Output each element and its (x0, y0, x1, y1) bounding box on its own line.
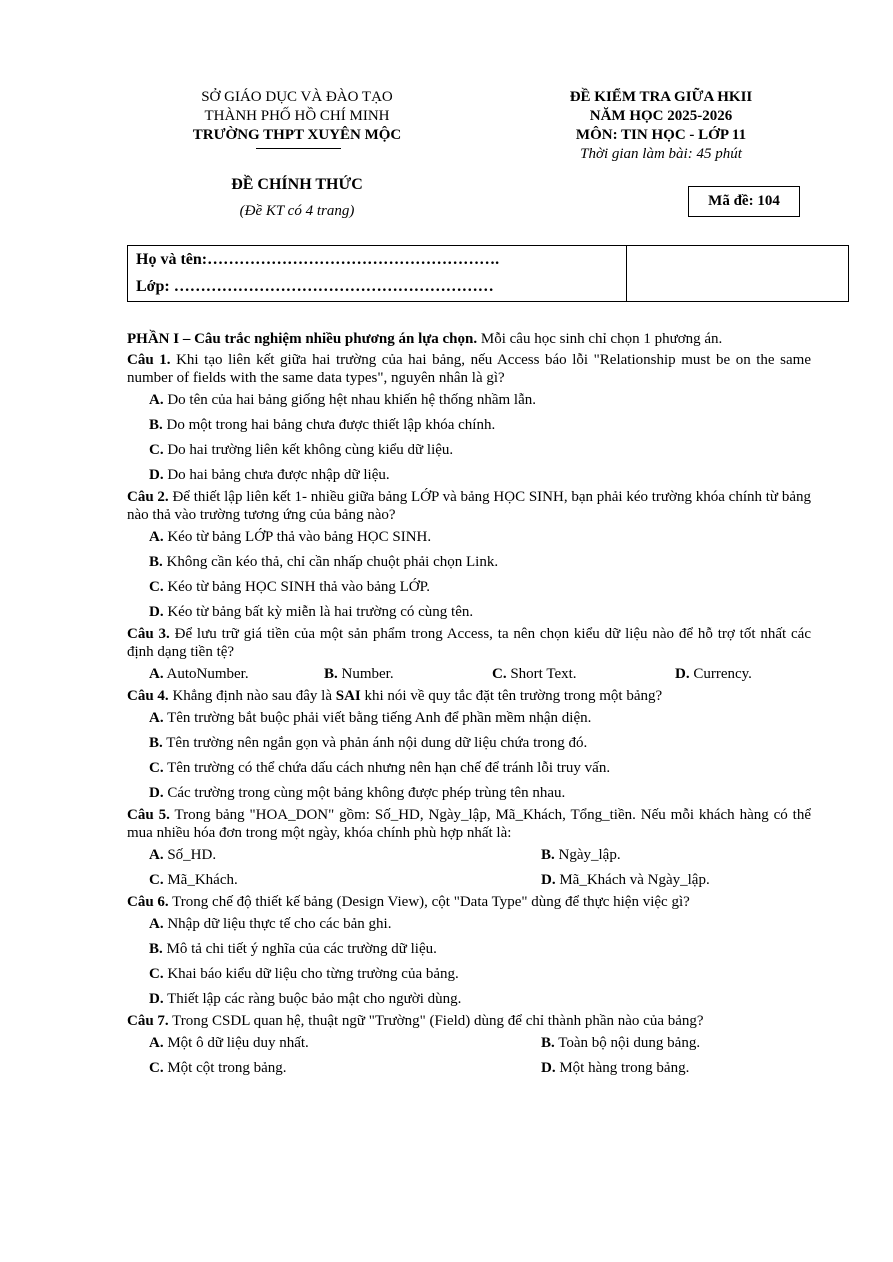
school-name: TRƯỜNG THPT XUYÊN MỘC (192, 127, 402, 143)
question-5 (127, 806, 811, 842)
text: Tên trường có thể chứa dấu cách nhưng nên hạn chế để tránh lỗi truy vấn. (163, 760, 611, 776)
text: Tên trường nên ngắn gọn và phản ánh nội dung dữ liệu chứa trong đó. (162, 735, 588, 751)
text: Ngày_lập. (554, 847, 621, 863)
text: Trong bảng "HOA_DON" gồm: Số_HD, Ngày_lập, Mã_Khách, Tổng_tiền. Nếu mỗi khách hàng có thể mua nhiều hóa đơn trong một ngày, khóa chính phù hợp nhất là: (127, 807, 811, 841)
q4-option-c (149, 759, 811, 778)
text: Do một trong hai bảng chưa được thiết lập khóa chính. (162, 417, 496, 433)
section-heading (127, 330, 811, 348)
q5-option-b (541, 846, 621, 865)
option-label: B. (541, 847, 555, 863)
question-number: Câu 3. (127, 626, 170, 642)
text: Mã_Khách và Ngày_lập. (555, 872, 710, 888)
option-label: A. (149, 392, 164, 408)
question-7 (127, 1012, 811, 1030)
option-label: C. (149, 442, 164, 458)
option-label: C. (149, 872, 164, 888)
q4-option-b (149, 734, 811, 753)
question-number: Câu 4. (127, 688, 169, 704)
header-right (511, 88, 811, 164)
exam-title: ĐỀ KIỂM TRA GIỮA HKII (569, 89, 753, 105)
text: Do hai bảng chưa được nhập dữ liệu. (163, 467, 390, 483)
q2-option-a (149, 528, 811, 547)
q4-option-d (149, 784, 811, 803)
exam-code: Mã đề: 104 (708, 193, 780, 209)
q2-option-d (149, 603, 811, 622)
text: Thiết lập các ràng buộc bảo mật cho người dùng. (163, 991, 462, 1007)
q6-option-d (149, 990, 811, 1009)
option-label: C. (149, 1060, 164, 1076)
text: Khai báo kiểu dữ liệu cho từng trường của bảng. (163, 966, 459, 982)
time-limit: Thời gian làm bài: 45 phút (580, 146, 742, 162)
school-year: NĂM HỌC 2025-2026 (589, 108, 733, 124)
text: Một hàng trong bảng. (555, 1060, 690, 1076)
q7-option-c (149, 1059, 541, 1078)
text: Currency. (689, 666, 752, 682)
option-label: C. (149, 966, 164, 982)
text: Mô tả chi tiết ý nghĩa của các trường dữ liệu. (162, 941, 437, 957)
q7-option-d (541, 1059, 689, 1078)
text: Khi tạo liên kết giữa hai trường của hai bảng, nếu Access báo lỗi "Relationship must be on the same number of fields with the same data types", nguyên nhân là gì? (127, 352, 811, 386)
q6-option-c (149, 965, 811, 984)
text: Tên trường bắt buộc phải viết bằng tiếng Anh để phần mềm nhận diện. (163, 710, 592, 726)
text: AutoNumber. (163, 666, 249, 682)
question-number: Câu 5. (127, 807, 170, 823)
text: Khẳng định nào sau đây là (168, 688, 336, 704)
text: Kéo từ bảng bất kỳ miễn là hai trường có cùng tên. (163, 604, 474, 620)
q5-options-row2 (149, 871, 811, 890)
text: khi nói về quy tắc đặt tên trường trong một bảng? (360, 688, 663, 704)
student-name-field: Họ và tên:………………………………………………. (136, 251, 500, 268)
text: Number. (337, 666, 394, 682)
question-3 (127, 625, 811, 661)
q1-option-c (149, 441, 811, 460)
option-label: A. (149, 916, 164, 932)
page-count: (Đề KT có 4 trang) (239, 203, 355, 219)
option-label: B. (324, 666, 338, 682)
school-underline (256, 148, 341, 149)
option-label: A. (149, 666, 164, 682)
q5-option-a (149, 846, 541, 865)
section-instruction: Mỗi câu học sinh chỉ chọn 1 phương án. (477, 331, 723, 347)
q7-option-a (149, 1034, 541, 1053)
option-label: B. (149, 554, 163, 570)
option-label: A. (149, 1035, 164, 1051)
exam-content (127, 330, 811, 1084)
text: Không cần kéo thả, chỉ cần nhấp chuột phải chọn Link. (162, 554, 499, 570)
text: Để lưu trữ giá tiền của một sản phẩm trong Access, ta nên chọn kiểu dữ liệu nào để hỗ trợ tốt nhất các định dạng tiền tệ? (127, 626, 811, 660)
option-label: D. (149, 604, 164, 620)
q3-option-d (675, 665, 752, 684)
q3-option-c (492, 665, 675, 684)
q6-option-a (149, 915, 811, 934)
text: Do tên của hai bảng giống hệt nhau khiến hệ thống nhầm lẫn. (163, 392, 537, 408)
student-class-field: Lớp: …………………………………………………… (136, 278, 494, 295)
section-title: PHẦN I – Câu trắc nghiệm nhiều phương án lựa chọn. (127, 331, 478, 347)
option-label: D. (149, 467, 164, 483)
text: Mã_Khách. (163, 872, 238, 888)
q1-option-d (149, 466, 811, 485)
city-name: THÀNH PHỐ HỒ CHÍ MINH (204, 108, 390, 124)
q4-option-a (149, 709, 811, 728)
text: Short Text. (506, 666, 577, 682)
q7-option-b (541, 1034, 700, 1053)
q1-option-b (149, 416, 811, 435)
text: Nhập dữ liệu thực tế cho các bản ghi. (163, 916, 392, 932)
department-name: SỞ GIÁO DỤC VÀ ĐÀO TẠO (201, 89, 393, 105)
text: Trong chế độ thiết kế bảng (Design View), cột "Data Type" dùng để thực hiện việc gì? (168, 894, 690, 910)
text: Một cột trong bảng. (163, 1060, 287, 1076)
q7-options-row2 (149, 1059, 811, 1078)
question-number: Câu 6. (127, 894, 169, 910)
option-label: C. (492, 666, 507, 682)
question-1 (127, 351, 811, 387)
text: Để thiết lập liên kết 1- nhiều giữa bảng LỚP và bảng HỌC SINH, bạn phải kéo trường khóa chính từ bảng nào thả vào trường tương ứng của bảng nào? (127, 489, 811, 523)
student-info-table (127, 245, 849, 302)
q5-option-d (541, 871, 710, 890)
text: Kéo từ bảng LỚP thả vào bảng HỌC SINH. (163, 529, 432, 545)
q3-option-a (149, 665, 324, 684)
q1-option-a (149, 391, 811, 410)
question-number: Câu 2. (127, 489, 169, 505)
table-divider (626, 246, 627, 301)
option-label: D. (541, 872, 556, 888)
option-label: A. (149, 529, 164, 545)
question-2 (127, 488, 811, 524)
q3-options (149, 665, 811, 684)
header-left (147, 88, 447, 145)
text: Kéo từ bảng HỌC SINH thả vào bảng LỚP. (163, 579, 431, 595)
q5-options-row1 (149, 846, 811, 865)
option-label: D. (675, 666, 690, 682)
question-4 (127, 687, 811, 705)
option-label: B. (149, 941, 163, 957)
option-label: C. (149, 579, 164, 595)
question-number: Câu 1. (127, 352, 171, 368)
q3-option-b (324, 665, 492, 684)
q2-option-b (149, 553, 811, 572)
text: Một ô dữ liệu duy nhất. (163, 1035, 309, 1051)
text: Các trường trong cùng một bảng không được phép trùng tên nhau. (163, 785, 566, 801)
text: Số_HD. (163, 847, 217, 863)
q6-option-b (149, 940, 811, 959)
option-label: A. (149, 847, 164, 863)
text: Do hai trường liên kết không cùng kiểu dữ liệu. (163, 442, 454, 458)
option-label: C. (149, 760, 164, 776)
text: Toàn bộ nội dung bảng. (554, 1035, 701, 1051)
option-label: A. (149, 710, 164, 726)
question-6 (127, 893, 811, 911)
option-label: B. (149, 417, 163, 433)
exam-code-box (688, 186, 800, 217)
subject: MÔN: TIN HỌC - LỚP 11 (575, 127, 747, 143)
official-label: ĐỀ CHÍNH THỨC (231, 176, 363, 193)
question-number: Câu 7. (127, 1013, 169, 1029)
text: Trong CSDL quan hệ, thuật ngữ "Trường" (Field) dùng để chỉ thành phần nào của bảng? (168, 1013, 704, 1029)
option-label: D. (149, 991, 164, 1007)
option-label: D. (541, 1060, 556, 1076)
q2-option-c (149, 578, 811, 597)
text: SAI (335, 688, 361, 704)
q7-options-row1 (149, 1034, 811, 1053)
option-label: B. (149, 735, 163, 751)
option-label: D. (149, 785, 164, 801)
q5-option-c (149, 871, 541, 890)
option-label: B. (541, 1035, 555, 1051)
